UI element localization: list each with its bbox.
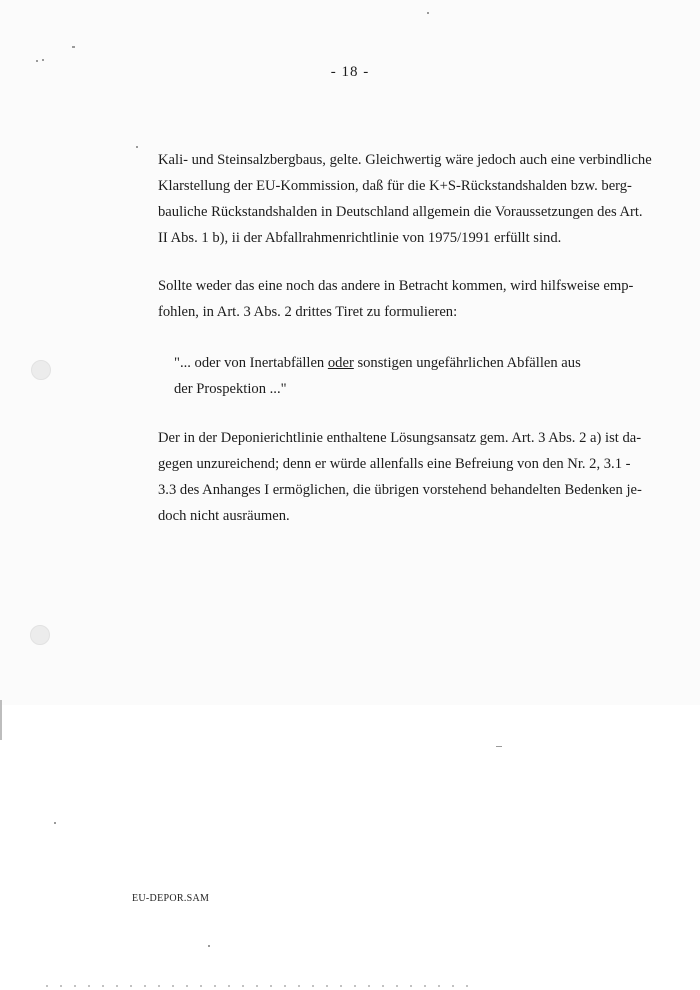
- quote-line-1: [174, 350, 614, 376]
- file-reference: EU-DEPOR.SAM: [132, 893, 210, 904]
- paragraph-3: [158, 425, 642, 529]
- scan-speck: [136, 146, 138, 148]
- scan-speck: [496, 746, 502, 747]
- scanned-page-lower: [0, 705, 700, 990]
- paragraph-line: bauliche Rückstandshalden in Deutschland allgemein die Voraussetzungen des Art.: [158, 204, 643, 220]
- paragraph-line: Klarstellung der EU-Kommission, daß für die K+S-Rückstandshalden bzw. berg-: [158, 178, 632, 194]
- page-number: - 18 -: [330, 64, 370, 80]
- paragraph-line: Kali- und Steinsalzbergbaus, gelte. Gleichwertig wäre jedoch auch eine verbindliche: [158, 152, 652, 168]
- paragraph-line: Der in der Deponierichtlinie enthaltene Lösungsansatz gem. Art. 3 Abs. 2 a) ist da-: [158, 430, 642, 446]
- paragraph-1: [158, 147, 652, 251]
- punch-hole: [30, 625, 50, 645]
- paragraph-line: fohlen, in Art. 3 Abs. 2 drittes Tiret zu formulieren:: [158, 304, 458, 320]
- paragraph-line: gegen unzureichend; denn er würde allenfalls eine Befreiung von den Nr. 2, 3.1 -: [158, 456, 631, 472]
- scan-noise-row: [40, 985, 480, 987]
- paragraph-line: Sollte weder das eine noch das andere in Betracht kommen, wird hilfsweise emp-: [158, 278, 634, 294]
- paragraph-2: [158, 273, 634, 325]
- scan-speck: [54, 822, 56, 824]
- page-edge-mark: [0, 700, 2, 740]
- scan-speck: [42, 59, 44, 61]
- quoted-amendment: [174, 350, 614, 402]
- quote-text: "... oder von Inertabfällen: [174, 355, 328, 371]
- scan-speck: [36, 60, 38, 62]
- paragraph-line: doch nicht ausräumen.: [158, 508, 290, 524]
- quote-text: sonstigen ungefährlichen Abfällen aus: [353, 355, 581, 371]
- paragraph-line: 3.3 des Anhanges I ermöglichen, die übrigen vorstehend behandelten Bedenken je-: [158, 482, 642, 498]
- scan-speck: [72, 46, 75, 48]
- scan-speck: [427, 12, 429, 14]
- quote-line-2: der Prospektion ...": [174, 381, 287, 397]
- punch-hole: [31, 360, 51, 380]
- scan-speck: [208, 945, 210, 947]
- underlined-word: oder: [327, 355, 354, 371]
- paragraph-line: II Abs. 1 b), ii der Abfallrahmenrichtlinie von 1975/1991 erfüllt sind.: [158, 230, 562, 246]
